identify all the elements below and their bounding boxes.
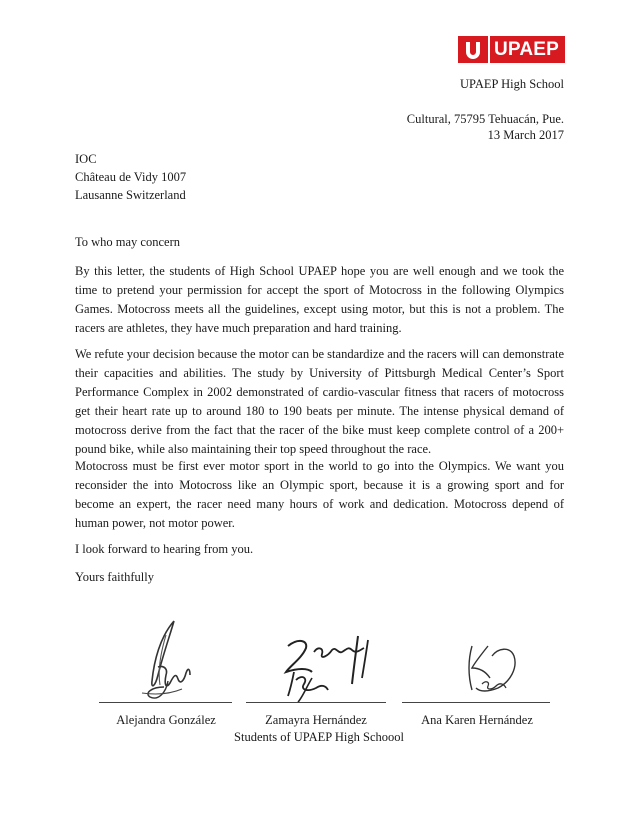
- signature-line-2: [246, 702, 386, 703]
- paragraph-1: [75, 262, 564, 338]
- signers-caption: Students of UPAEP High Schoool: [234, 730, 404, 744]
- signer-name-2: Zamayra Hernández: [265, 713, 367, 727]
- paragraph-3: [75, 457, 564, 533]
- recipient-line-1: IOC: [75, 152, 97, 166]
- signer-name-1: Alejandra González: [116, 713, 216, 727]
- signer-name-3: Ana Karen Hernández: [421, 713, 533, 727]
- signature-3-image: [458, 638, 524, 704]
- salutation: To who may concern: [75, 235, 180, 249]
- recipient-line-3: Lausanne Switzerland: [75, 188, 186, 202]
- logo-text: UPAEP: [490, 36, 565, 63]
- paragraph-text: By this letter, the students of High School UPAEP hope you are well enough and we took the time to pretend your permission for accept the sport of Motocross in the following Olympics Games. Motocross meets all the guidelines, except using motor, but this is not a problem. The racers are athletes, they have much preparation and hard training.: [75, 264, 564, 335]
- sign-off: Yours faithfully: [75, 570, 154, 584]
- signature-line-1: [99, 702, 232, 703]
- closing-line: I look forward to hearing from you.: [75, 542, 254, 556]
- paragraph-2: [75, 345, 564, 459]
- upaep-logo: [458, 36, 565, 63]
- signature-2-image: [272, 632, 382, 704]
- paragraph-text: We refute your decision because the motor can be standardize and the racers will can demonstrate their capacities and abilities. The study by University of Pittsburgh Medical Center’s Sport Performance Complex in 2002 demonstrated of cardio-vascular fitness that racers of motocross get their heart rate up to around 180 to 190 beats per minute. The intense physical demand of motocross derive from the fact that the racer of the bike must keep complete control of a 200+ pound bike, while also maintaining their top speed throughout the race.: [75, 347, 564, 456]
- recipient-line-2: Château de Vidy 1007: [75, 170, 187, 184]
- signature-line-3: [402, 702, 550, 703]
- paragraph-text: Motocross must be first ever motor sport in the world to go into the Olympics. We want you reconsider the into Motocross like an Olympic sport, because it is a growing sport and for become an expert, the racer need many hours of work and dedication. Motocross depend of human power, not motor power.: [75, 459, 564, 530]
- signature-1-image: [130, 615, 210, 705]
- letter-date: 13 March 2017: [487, 128, 564, 142]
- logo-u-mark-icon: [458, 36, 488, 63]
- sender-school: UPAEP High School: [460, 77, 564, 91]
- sender-address: Cultural, 75795 Tehuacán, Pue.: [406, 112, 564, 126]
